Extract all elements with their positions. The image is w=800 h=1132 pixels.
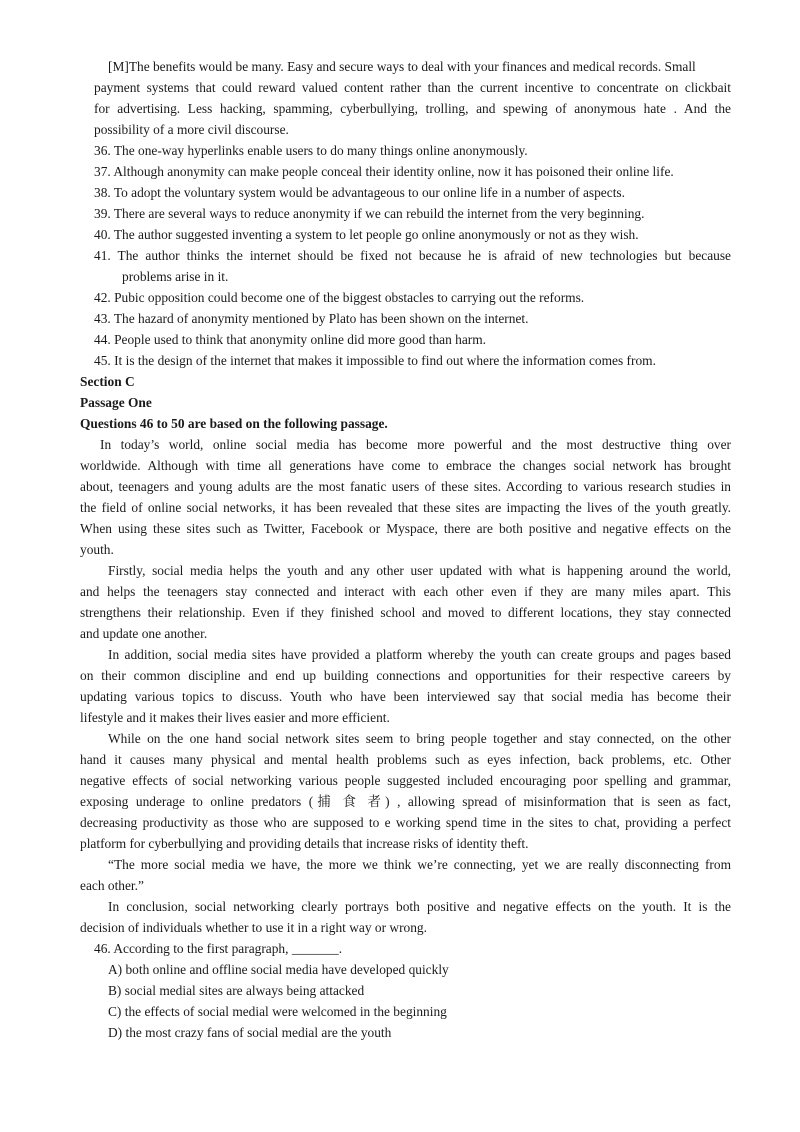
passage-line: hand it causes many physical and mental health problems such as eyes infection, back problems, etc. Other [80, 752, 731, 767]
statement-42: 42. Pubic opposition could become one of the biggest obstacles to carrying out the reforms. [94, 290, 585, 305]
passage-line: decreasing productivity as those who are supposed to e working spend time in the sites to chat, providing a perfect [80, 815, 731, 830]
passage-line: platform for cyberbullying and providing details that increase risks of identity theft. [80, 836, 529, 851]
passage-line: exposing underage to online predators (捕 食 者) , allowing spread of misinformation that is seen as fact, [80, 794, 731, 809]
statement-41: 41. The author thinks the internet should be fixed not because he is afraid of new technologies but because [94, 248, 731, 263]
passage-line: on their common discipline and end up building connections and opportunities for their respective careers by [80, 668, 731, 683]
section-heading: Section C [80, 374, 135, 389]
statement-38: 38. To adopt the voluntary system would be advantageous to our online life in a number of aspects. [94, 185, 625, 200]
passage-line: negative effects of social networking various people suggested included encouraging poor spelling and grammar, [80, 773, 731, 788]
passage-line: In today’s world, online social media has become more powerful and the most destructive thing over [100, 437, 731, 452]
statement-37: 37. Although anonymity can make people conceal their identity online, now it has poisoned their online life. [94, 164, 674, 179]
passage-line: worldwide. Although with time all generations have come to embrace the changes social network has brought [80, 458, 731, 473]
passage-line: In conclusion, social networking clearly portrays both positive and negative effects on the youth. It is the [108, 899, 731, 914]
paragraph-m-line: payment systems that could reward valued content rather than the current incentive to concentrate on clickbait [94, 80, 731, 95]
passage-line: youth. [80, 542, 114, 557]
passage-title: Passage One [80, 395, 152, 410]
question-46-stem: 46. According to the first paragraph, _______. [94, 941, 343, 956]
passage-line: strengthens their relationship. Even if they finished school and moved to different locations, they stay connected [80, 605, 731, 620]
passage-instructions: Questions 46 to 50 are based on the following passage. [80, 416, 388, 431]
question-46-option-c: C) the effects of social medial were welcomed in the beginning [108, 1004, 447, 1019]
passage-line: updating various topics to discuss. Youth who have been interviewed say that social media has become their [80, 689, 731, 704]
passage-quote-line: each other.” [80, 878, 144, 893]
statement-45: 45. It is the design of the internet that makes it impossible to find out where the information comes from. [94, 353, 656, 368]
statement-44: 44. People used to think that anonymity online did more good than harm. [94, 332, 486, 347]
passage-line: about, teenagers and young adults are the most fanatic users of these sites. According to various research studies in [80, 479, 731, 494]
statement-41-continued: problems arise in it. [122, 269, 229, 284]
passage-line: decision of individuals whether to use it in a right way or wrong. [80, 920, 427, 935]
question-46-option-d: D) the most crazy fans of social medial are the youth [108, 1025, 392, 1040]
statement-36: 36. The one-way hyperlinks enable users to do many things online anonymously. [94, 143, 528, 158]
passage-line: Firstly, social media helps the youth and any other user updated with what is happening around the world, [108, 563, 731, 578]
statement-39: 39. There are several ways to reduce anonymity if we can rebuild the internet from the very beginning. [94, 206, 645, 221]
paragraph-m-line: [M]The benefits would be many. Easy and secure ways to deal with your finances and medical records. Small [108, 59, 696, 74]
passage-quote-line: “The more social media we have, the more we think we’re connecting, yet we are really disconnecting from [108, 857, 731, 872]
paragraph-m-line: for advertising. Less hacking, spamming, cyberbullying, trolling, and spewing of anonymous hate . And the [94, 101, 731, 116]
question-46-option-b: B) social medial sites are always being attacked [108, 983, 365, 998]
paragraph-m-line: possibility of a more civil discourse. [94, 122, 289, 137]
passage-line: the field of online social networks, it has been revealed that these sites are impacting the lives of the youth greatly. [80, 500, 731, 515]
passage-line: and helps the teenagers stay connected and interact with each other even if they are many miles apart. This [80, 584, 731, 599]
passage-line: When using these sites such as Twitter, Facebook or Myspace, there are both positive and negative effects on the [80, 521, 731, 536]
passage-line: and update one another. [80, 626, 208, 641]
passage-line: In addition, social media sites have provided a platform whereby the youth can create groups and pages based [108, 647, 731, 662]
passage-line: While on the one hand social network sites seem to bring people together and stay connected, on the other [108, 731, 731, 746]
passage-line: lifestyle and it makes their lives easier and more efficient. [80, 710, 390, 725]
statement-43: 43. The hazard of anonymity mentioned by Plato has been shown on the internet. [94, 311, 529, 326]
statement-40: 40. The author suggested inventing a system to let people go online anonymously or not as they wish. [94, 227, 639, 242]
question-46-option-a: A) both online and offline social media have developed quickly [108, 962, 449, 977]
